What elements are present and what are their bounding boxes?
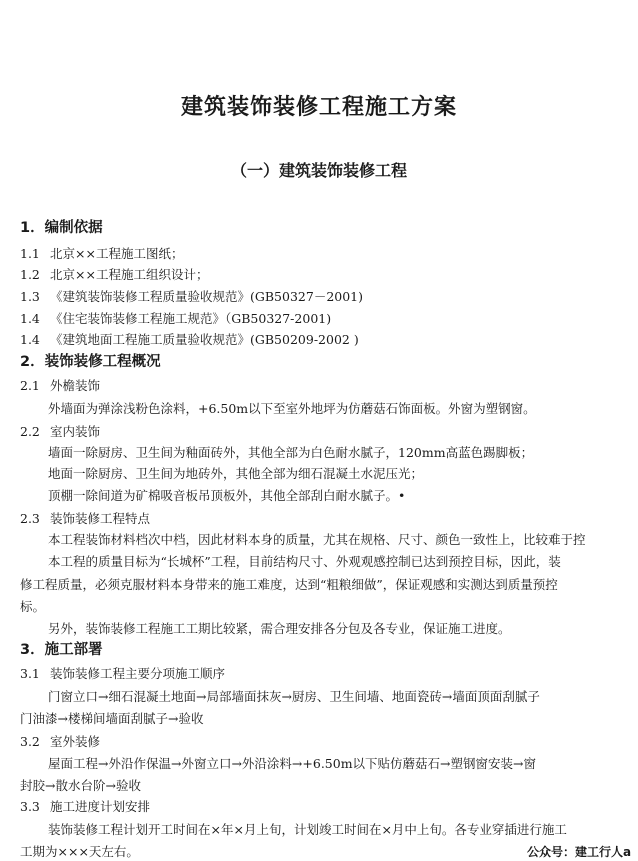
paragraph: 本工程的质量目标为“长城杯”工程，目前结构尺寸、外观观感控制已达到预控目标，因此，装 — [48, 554, 561, 569]
list-item — [20, 310, 331, 328]
item-text: 北京××工程施工组织设计； — [50, 267, 209, 282]
item-number: 1.1 — [20, 246, 40, 261]
paragraph: 工期为×××天左右。 — [20, 844, 139, 859]
subheading — [20, 665, 225, 683]
paragraph: 另外，装饰装修工程施工工期比较紧，需合理安排各分包及各专业，保证施工进度。 — [48, 621, 511, 636]
item-number: 2.1 — [20, 378, 40, 393]
subheading — [20, 423, 100, 441]
item-number: 3.3 — [20, 799, 40, 814]
item-number: 1.4 — [20, 332, 40, 347]
item-number: 1.4 — [20, 311, 40, 326]
section-title: （一）建筑装饰装修工程 — [230, 161, 407, 180]
subheading-text: 室内装饰 — [50, 424, 101, 439]
subheading-text: 施工进度计划安排 — [50, 799, 151, 814]
paragraph: 门窗立口→细石混凝土地面→局部墙面抹灰→厨房、卫生间墙、地面瓷砖→墙面顶面刮腻子 — [48, 689, 540, 704]
paragraph: 修工程质量，必须克服材料本身带来的施工难度，达到“粗粮细做”，保证观感和实测达到质量预控 — [20, 577, 558, 592]
document-title: 建筑装饰装修工程施工方案 — [180, 95, 457, 120]
subheading — [20, 510, 150, 528]
list-item — [20, 245, 183, 263]
item-text: 北京××工程施工图纸； — [50, 246, 184, 261]
list-item — [20, 288, 363, 306]
paragraph: 顶棚一除间道为矿棉吸音板吊顶板外，其他全部刮白耐水腻子。• — [48, 488, 406, 503]
item-number: 2.3 — [20, 511, 40, 526]
paragraph: 墙面一除厨房、卫生间为釉面砖外，其他全部为白色耐水腻子，120mm高蓝色踢脚板； — [48, 445, 534, 460]
paragraph: 外墙面为弹涂浅粉色涂料，+6.50m以下至室外地坪为仿蘑菇石饰面板。外窗为塑钢窗。 — [48, 401, 536, 416]
item-text: 《住宅装饰装修工程施工规范》（GB50327-2001) — [50, 311, 332, 326]
paragraph: 地面一除厨房、卫生间为地砖外，其他全部为细石混凝土水泥压光； — [48, 466, 424, 481]
paragraph: 装饰装修工程计划开工时间在×年×月上旬，计划竣工时间在×月中上旬。各专业穿插进行施工 — [48, 822, 567, 837]
paragraph: 封胶→散水台阶→验收 — [20, 778, 141, 793]
subheading-text: 室外装修 — [50, 734, 101, 749]
heading-basis: 1．编制依据 — [20, 220, 103, 236]
item-number: 2.2 — [20, 424, 40, 439]
item-number: 1.3 — [20, 289, 40, 304]
heading-deployment: 3．施工部署 — [20, 642, 103, 658]
item-text: 《建筑地面工程施工质量验收规范》(GB50209-2002 ) — [50, 332, 359, 347]
subheading — [20, 377, 100, 395]
subheading-text: 外檐装饰 — [50, 378, 101, 393]
paragraph: 门油漆→楼梯间墙面刮腻子→验收 — [20, 711, 204, 726]
subheading-text: 装饰装修工程主要分项施工顺序 — [50, 666, 226, 681]
item-text: 《建筑装饰装修工程质量验收规范》(GB50327－2001) — [50, 289, 364, 304]
subheading — [20, 798, 150, 816]
footer-watermark: 公众号：建工行人a — [527, 845, 632, 859]
item-number: 3.2 — [20, 734, 40, 749]
subheading-text: 装饰装修工程特点 — [50, 511, 151, 526]
item-number: 1.2 — [20, 267, 40, 282]
subheading — [20, 733, 100, 751]
list-item — [20, 266, 208, 284]
paragraph: 屋面工程→外沿作保温→外窗立口→外沿涂料→+6.50m以下贴仿蘑菇石→塑钢窗安装→窗 — [48, 756, 537, 771]
heading-overview: 2．装饰装修工程概况 — [20, 354, 161, 370]
paragraph: 标。 — [20, 599, 46, 614]
item-number: 3.1 — [20, 666, 40, 681]
list-item — [20, 331, 359, 349]
paragraph: 本工程装饰材料档次中档，因此材料本身的质量，尤其在规格、尺寸、颜色一致性上，比较难于控 — [48, 532, 586, 547]
